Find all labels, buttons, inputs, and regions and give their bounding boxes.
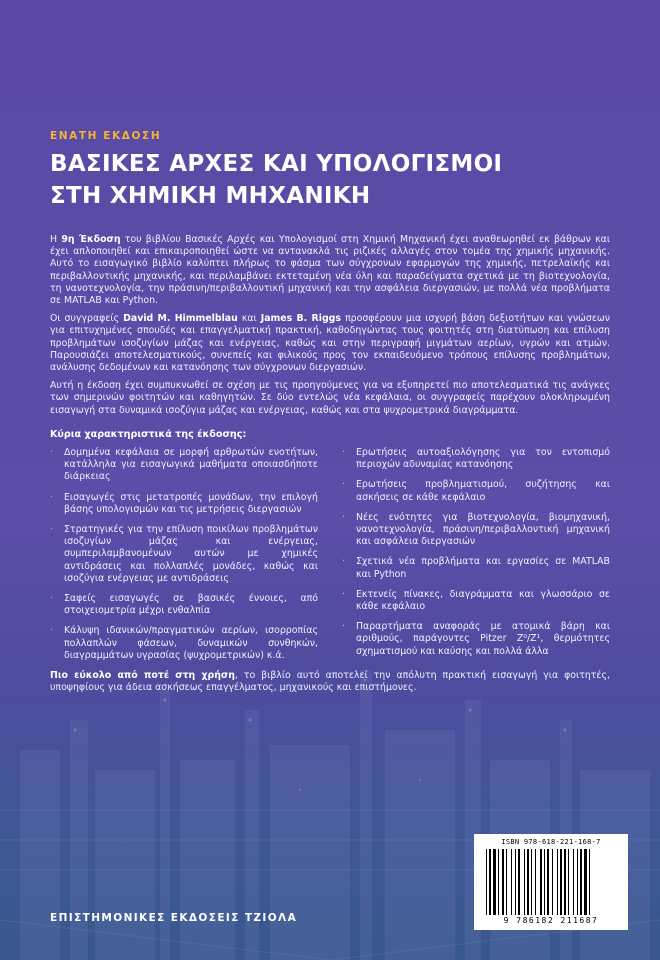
barcode-bar [577, 849, 578, 915]
intro-paragraph-3: Αυτή η έκδοση έχει συμπυκνωθεί σε σχέση με τις προηγούμενες για να εξυπηρετεί πιο αποτελεσματικά τις ανάγκες των σημερινών φοιτητών και καθηγητών. Σε δύο εντελώς νέα κεφάλαια, οι συγγραφείς παρέχουν ολοκληρωμένη εισαγωγή στα δυναμικά ισοζύγια μάζας και ενέργειας, καθώς και στα ψυχρομετρικά διαγράμματα. [50, 380, 610, 416]
barcode-icon [486, 849, 616, 915]
feature-item: · Παραρτήματα αναφοράς με ατομικά βάρη και αριθμούς, παράγοντες Pitzer Z⁰/Z¹, θερμότητες σχηματισμού και καύσης και πολλά άλλα [342, 621, 610, 657]
feature-item: · Εισαγωγές στις μετατροπές μονάδων, την επιλογή βάσης υπολογισμών και τις μετρήσεις διεργασιών [50, 491, 318, 515]
closing-paragraph: Πιο εύκολο από ποτέ στη χρήση, το βιβλίο αυτό αποτελεί την απόλυτη πρακτική εισαγωγή για φοιτητές, υποψηφίους για άδεια ασκήσεως επαγγέλματος, μηχανικούς και επιστήμονες. [50, 670, 610, 694]
bullet-dot-icon: · [50, 625, 53, 637]
feature-item: · Σχετικά νέα προβλήματα και εργασίες σε MATLAB και Python [342, 556, 610, 580]
barcode-bar [518, 849, 520, 915]
barcode-bar [552, 849, 553, 915]
description [50, 234, 610, 701]
bullet-dot-icon: · [342, 556, 345, 568]
title-line-1: ΒΑΣΙΚΕΣ ΑΡΧΕΣ ΚΑΙ ΥΠΟΛΟΓΙΣΜΟΙ [50, 151, 503, 177]
isbn-digits: 9 786182 211687 [503, 916, 599, 925]
feature-item: · Ερωτήσεις αυτοαξιολόγησης για τον εντοπισμό περιοχών αδυναμίας κατανόησης [342, 447, 610, 471]
bullet-dot-icon: · [342, 447, 345, 459]
feature-item: · Ερωτήσεις προβληματισμού, συζήτησης και ασκήσεις σε κάθε κεφάλαιο [342, 479, 610, 503]
book-title [50, 148, 502, 212]
barcode-bar [568, 849, 569, 915]
publisher-name: ΕΠΙΣΤΗΜΟΝΙΚΕΣ ΕΚΔΟΣΕΙΣ ΤΖΙΟΛΑ [50, 912, 298, 924]
barcode-bar [506, 849, 507, 915]
bullet-dot-icon: · [342, 588, 345, 600]
features-heading: Κύρια χαρακτηριστικά της έκδοσης: [50, 428, 247, 440]
bullet-dot-icon: · [50, 447, 53, 459]
barcode-bar [511, 849, 512, 915]
bullet-dot-icon: · [342, 621, 345, 633]
bullet-dot-icon: · [50, 491, 53, 503]
bullet-dot-icon: · [50, 524, 53, 536]
isbn-barcode [474, 834, 628, 930]
barcode-bar [524, 849, 525, 915]
barcode-bar [589, 849, 590, 915]
barcode-bar [584, 849, 587, 915]
intro-paragraph-2: Οι συγγραφείς David M. Himmelblau και James B. Riggs προσφέρουν μια ισχυρή βάση δεξιοτήτων και γνώσεων για επιτυχημένες σπουδές και επαγγελματική πρακτική, καθοδηγώντας τους φοιτητές στη διατύπωση και επίλυση προβλημάτων ισοζυγίων μάζας και ενέργειας, καθώς και στην περιγραφή μιγμάτων αερίων, υγρών και ατμών. Παρουσιάζει αποτελεσματικούς, συνεπείς και φιλικούς προς τον εκπαιδευόμενο τρόπους επίλυσης προβλημάτων, ανάλυσης δεδομένων και κατανόησης των σύγχρονων διεργασιών. [50, 313, 611, 374]
barcode-bar [486, 849, 487, 915]
bullet-dot-icon: · [342, 479, 345, 491]
features-list [50, 447, 610, 670]
barcode-bar [557, 849, 558, 915]
barcode-bar [580, 849, 582, 915]
edition-label: ΕΝΑΤΗ ΕΚΔΟΣΗ [50, 130, 162, 142]
barcode-bar [515, 849, 516, 915]
feature-item: · Εκτενείς πίνακες, διαγράμματα και γλωσσάριο σε κάθε κεφάλαιο [342, 588, 610, 613]
barcode-bar [560, 849, 562, 915]
barcode-bar [535, 849, 536, 915]
barcode-bar [527, 849, 529, 915]
barcode-bar [489, 849, 491, 915]
barcode-bar [547, 849, 549, 915]
feature-item: · Δομημένα κεφάλαια σε μορφή αρθρωτών ενοτήτων, κατάλληλα για εισαγωγικά μαθήματα οποιασδήποτε διάρκειας [50, 447, 318, 483]
features-right-column [342, 447, 610, 670]
feature-item: · Κάλυψη ιδανικών/πραγματικών αερίων, ισορροπίας πολλαπλών φάσεων, δυναμικών συνθηκών, διαγραμμάτων υγρασίας (ψυχρομετρικών) κ.ά. [50, 625, 318, 661]
title-line-2: ΣΤΗ ΧΗΜΙΚΗ ΜΗΧΑΝΙΚΗ [50, 183, 371, 209]
feature-item: · Στρατηγικές για την επίλυση ποικίλων προβλημάτων ισοζυγίων μάζας και ενέργειας, συμπεριλαμβανομένων αυτών με χημικές αντιδράσεις και πολλαπλές μονάδες, καθώς και ισοζύγια ενέργειας με αντιδράσεις [50, 524, 318, 584]
bullet-dot-icon: · [50, 593, 53, 605]
feature-item: · Νέες ενότητες για βιοτεχνολογία, βιομηχανική, νανοτεχνολογία, πράσινη/περιβαλλοντική μηχανική και ασφάλεια διεργασιών [342, 511, 610, 548]
isbn-label: ISBN 978-618-221-168-7 [501, 838, 601, 846]
feature-item: · Σαφείς εισαγωγές σε βασικές έννοιες, από στοιχειομετρία μέχρι ενθαλπία [50, 593, 318, 617]
barcode-bar [540, 849, 542, 915]
barcode-bar [502, 849, 504, 915]
barcode-bar [493, 849, 496, 915]
barcode-bar [498, 849, 499, 915]
barcode-bar [544, 849, 545, 915]
barcode-bar [573, 849, 574, 915]
bullet-dot-icon: · [342, 511, 345, 523]
features-left-column [50, 447, 318, 670]
intro-paragraph-1: Η 9η Έκδοση του βιβλίου Βασικές Αρχές και Υπολογισμοί στη Χημική Μηχανική έχει αναθεωρηθεί εκ βάθρων και έχει απλοποιηθεί και επικαιροποιηθεί ώστε να αντανακλά τις ριζικές αλλαγές στον τομέα της χημικής μηχανικής. Αυτό το εισαγωγικό βιβλίο καλύπτει πλήρως το φάσμα των σύγχρονων εφαρμογών της χημικής, πετρελαϊκής και περιβαλλοντικής μηχανικής, και περιλαμβάνει εκτεταμένη νέα ύλη και παραδείγματα σχετικά με τη βιοτεχνολογία, τη νανοτεχνολογία, την πράσινη/περιβαλλοντική μηχανική και την ασφάλεια διεργασιών, με πολλά νέα προβλήματα σε MATLAB και Python. [50, 234, 611, 307]
barcode-bar [564, 849, 566, 915]
barcode-bar [531, 849, 532, 915]
